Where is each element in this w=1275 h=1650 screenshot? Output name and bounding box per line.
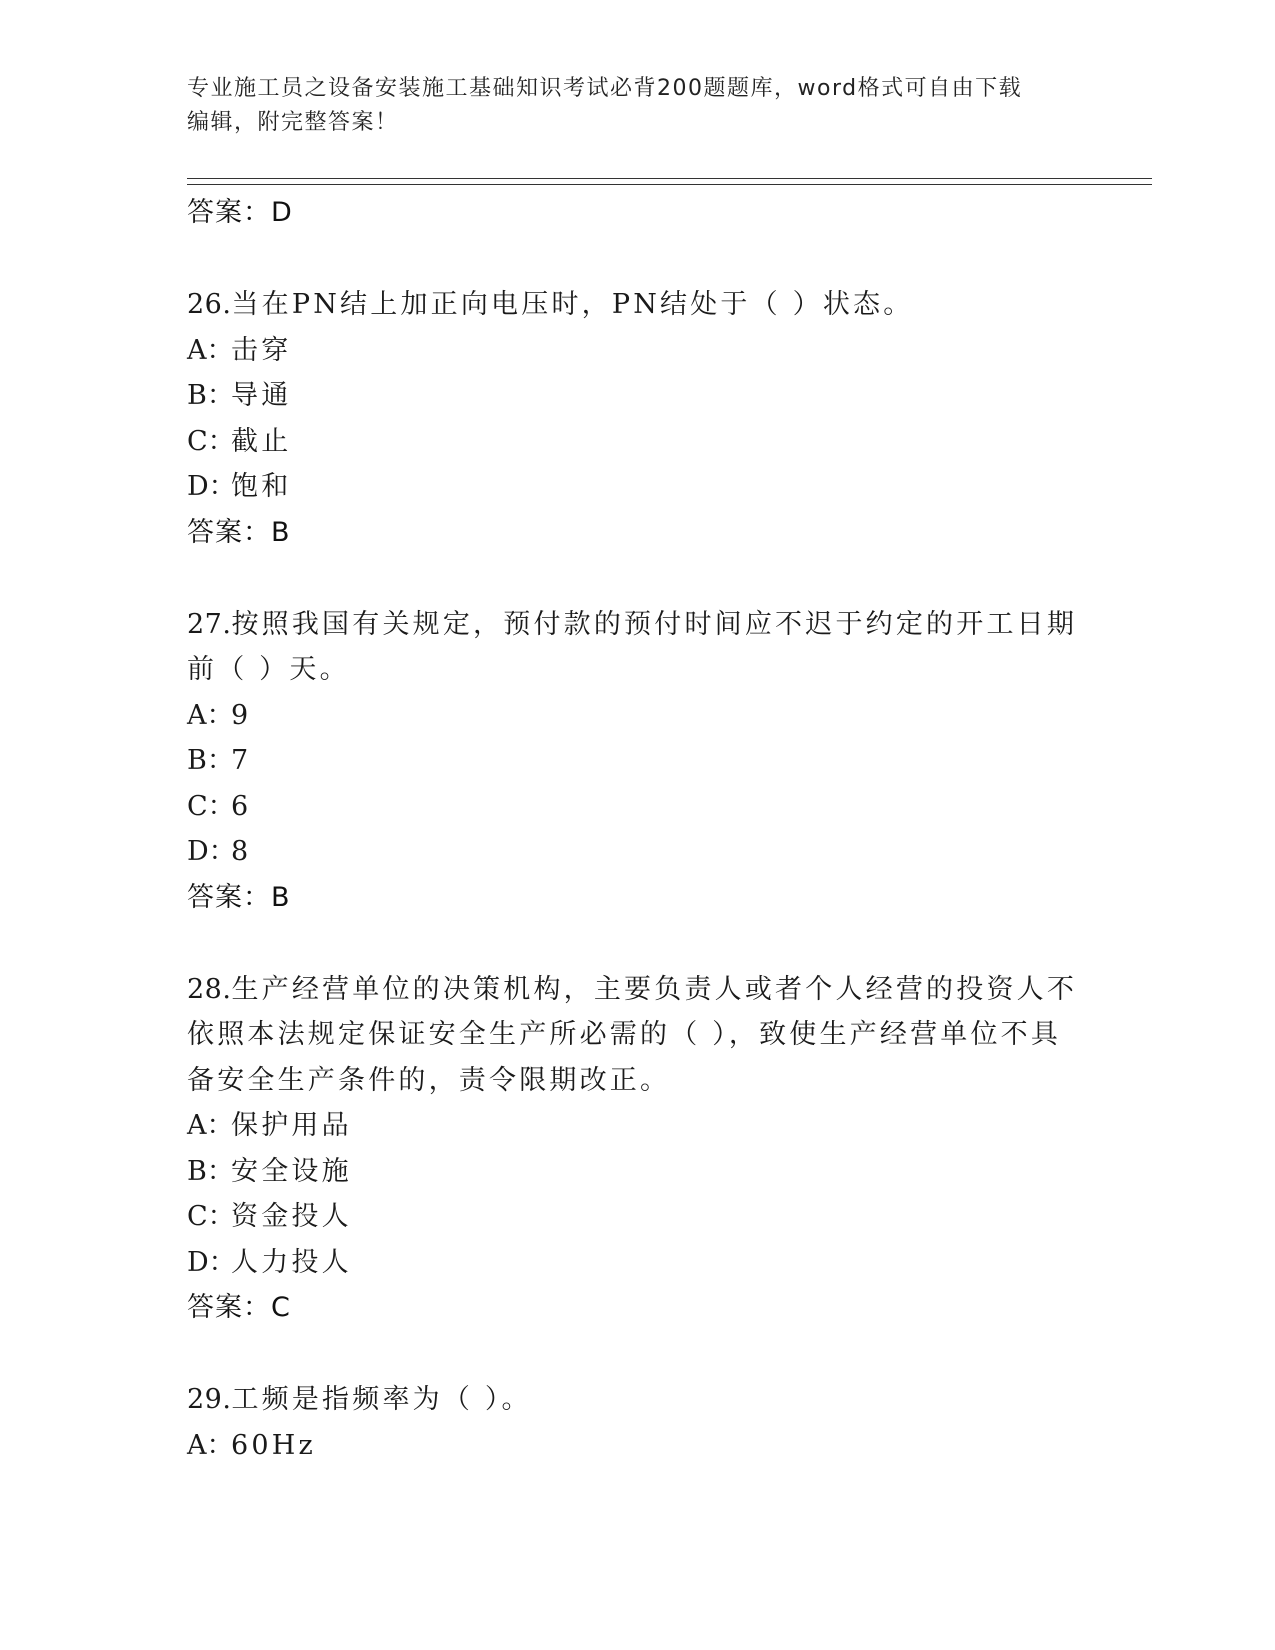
option-key: B：: [187, 380, 234, 411]
option-key: B：: [187, 1155, 234, 1187]
option-key: B：: [187, 745, 234, 776]
option-key: A：: [187, 334, 234, 366]
option-text: 击穿: [231, 334, 292, 366]
option-a: [187, 1423, 1087, 1469]
option-key: D：: [187, 1246, 236, 1278]
option-text: 人力投人: [231, 1246, 352, 1278]
option-c: [187, 784, 1087, 830]
question-item: [187, 602, 1087, 920]
answer-line: 答案：B: [187, 881, 291, 913]
question-stem: 按照我国有关规定，预付款的预付时间应不迟于约定的开工日期前（ ）天。: [187, 608, 1078, 685]
option-d: [187, 829, 1087, 875]
option-key: D：: [187, 836, 236, 867]
question-number: 29.: [187, 1384, 232, 1415]
question-item: [187, 282, 1087, 555]
question-text: [187, 282, 1087, 328]
option-text: 60Hz: [231, 1429, 316, 1461]
option-key: C：: [187, 1201, 235, 1232]
question-item: [187, 967, 1087, 1331]
question-stem: 生产经营单位的决策机构，主要负责人或者个人经营的投资人不依照本法规定保证安全生产所必需的（ ），致使生产经营单位不具备安全生产条件的，责令限期改正。: [187, 973, 1078, 1096]
question-list: [187, 190, 1087, 1468]
option-a: [187, 328, 1087, 374]
option-key: A：: [187, 1429, 234, 1461]
option-key: D：: [187, 471, 236, 502]
option-c: [187, 419, 1087, 465]
answer-line: 答案：C: [187, 1292, 291, 1323]
question-text: [187, 967, 1087, 1104]
option-d: [187, 1240, 1087, 1286]
answer-line: 答案：B: [187, 516, 291, 548]
question-stem: 工频是指频率为（ ）。: [231, 1384, 532, 1415]
option-text: 9: [231, 699, 252, 731]
option-b: [187, 738, 1087, 784]
header-line-2: 编辑，附完整答案！: [187, 110, 399, 135]
option-b: [187, 1149, 1087, 1195]
option-b: [187, 373, 1087, 419]
option-text: 保护用品: [231, 1110, 352, 1141]
option-key: C：: [187, 790, 235, 822]
question-number: 28.: [187, 973, 232, 1005]
option-d: [187, 464, 1087, 510]
question-stem: 当在PN结上加正向电压时，PN结处于（ ）状态。: [231, 289, 914, 320]
option-text: 6: [231, 790, 252, 822]
question-text: [187, 1377, 1087, 1423]
header-divider-top: [187, 178, 1152, 179]
question-number: 26.: [187, 289, 232, 320]
question-number: 27.: [187, 608, 232, 640]
option-key: C：: [187, 425, 235, 457]
option-text: 7: [231, 745, 252, 776]
document-header: [187, 72, 1067, 140]
header-line-1: 专业施工员之设备安装施工基础知识考试必背200题题库，word格式可自由下载: [187, 76, 1023, 101]
option-text: 资金投人: [231, 1201, 352, 1232]
option-c: [187, 1194, 1087, 1240]
question-text: [187, 602, 1087, 693]
header-divider-bottom: [187, 184, 1152, 185]
question-item: [187, 1377, 1087, 1468]
option-key: A：: [187, 699, 234, 731]
option-text: 饱和: [231, 471, 292, 502]
option-key: A：: [187, 1110, 234, 1141]
answer-line: 答案：D: [187, 197, 293, 228]
option-text: 导通: [231, 380, 292, 411]
option-a: [187, 1103, 1087, 1149]
option-text: 截止: [231, 425, 292, 457]
option-a: [187, 693, 1087, 739]
option-text: 安全设施: [231, 1155, 352, 1187]
option-text: 8: [231, 836, 252, 867]
